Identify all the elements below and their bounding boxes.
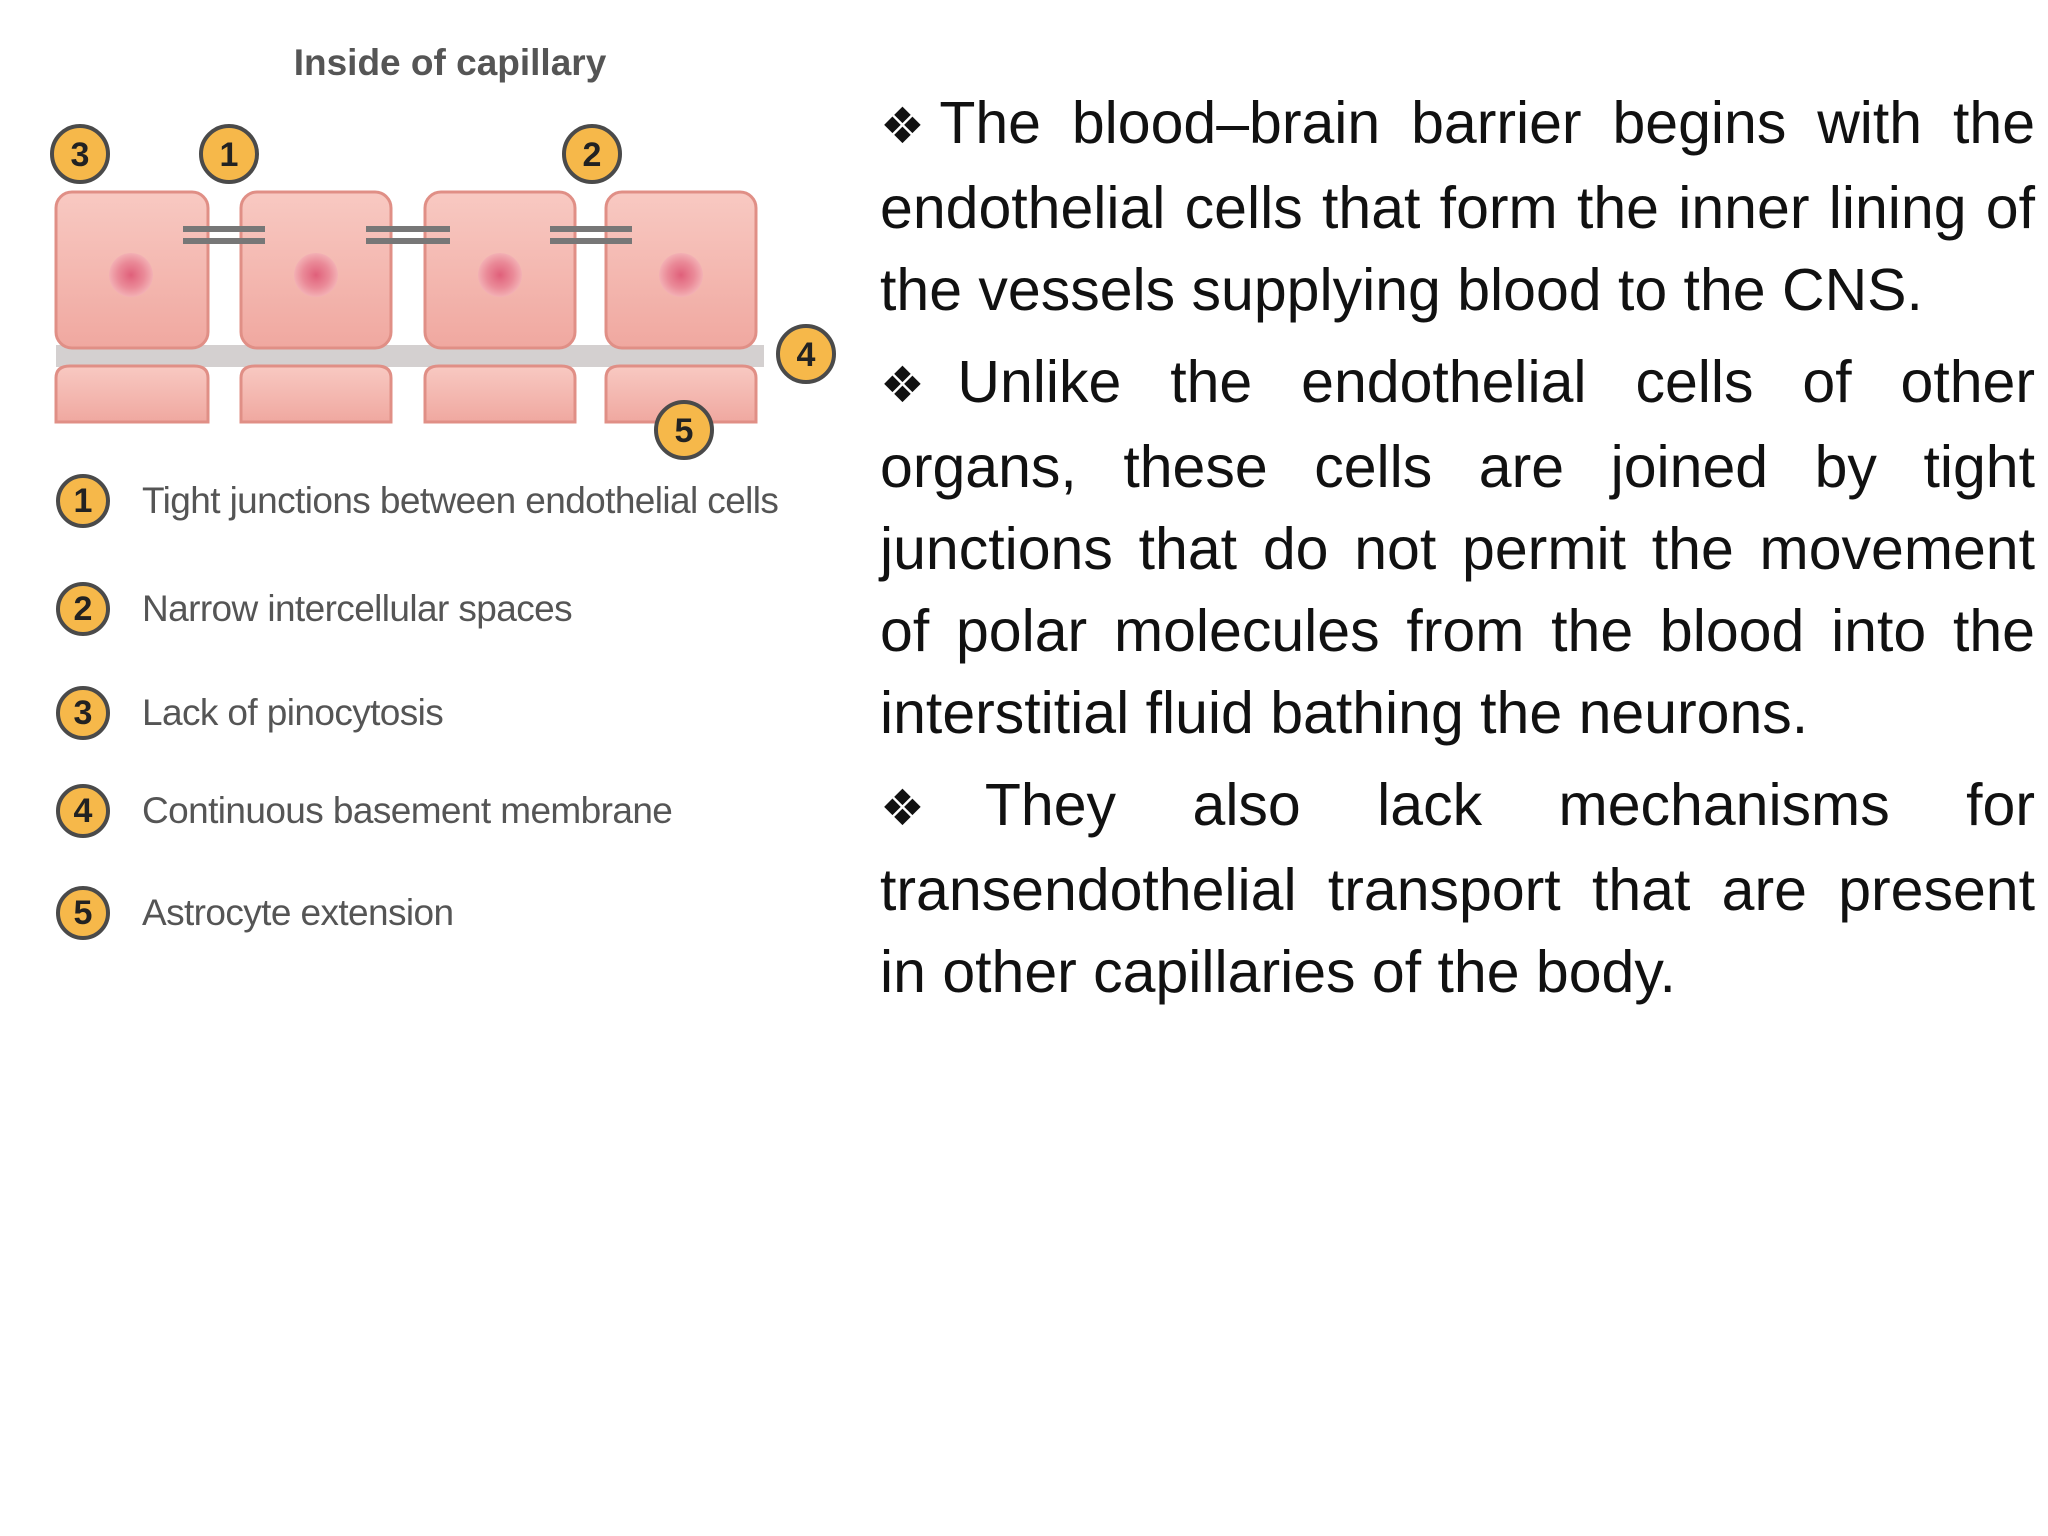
tight-junction <box>366 238 450 244</box>
diamond-bullet-icon: ❖ <box>880 97 940 155</box>
marker-5-label: 5 <box>674 412 694 450</box>
nucleus <box>478 253 522 297</box>
endothelial-cells <box>56 192 756 348</box>
tight-junction <box>183 238 265 244</box>
legend-item <box>56 784 672 838</box>
legend-label: Narrow intercellular spaces <box>142 588 573 629</box>
tight-junction <box>366 226 450 232</box>
marker-3-label: 3 <box>70 136 90 174</box>
marker-1-label: 1 <box>219 136 239 174</box>
legend-number: 3 <box>56 686 110 740</box>
bullet-paragraph <box>880 82 2035 331</box>
diamond-bullet-icon: ❖ <box>880 779 985 837</box>
bullet-paragraph <box>880 341 2035 754</box>
legend-item <box>56 474 778 528</box>
astrocyte-extension <box>241 366 391 422</box>
legend-label: Lack of pinocytosis <box>142 692 444 733</box>
marker-3 <box>52 126 108 182</box>
bullet-paragraph <box>880 764 2035 1013</box>
tight-junction <box>183 226 265 232</box>
legend-number: 4 <box>56 784 110 838</box>
legend-label: Tight junctions between endothelial cells <box>142 480 779 521</box>
legend-item <box>56 582 572 636</box>
capillary-illustration <box>0 0 850 460</box>
nucleus <box>109 253 153 297</box>
nucleus <box>659 253 703 297</box>
marker-1 <box>201 126 257 182</box>
bullet-text: Unlike the endothelial cells of other organs, these cells are joined by tight junctions that do not permit the movement of polar molecules from the blood into the interstitial fluid bathing the neurons. <box>880 349 2035 746</box>
legend-number: 5 <box>56 886 110 940</box>
bullet-text-column <box>880 82 2035 1023</box>
legend-label: Continuous basement membrane <box>142 790 673 831</box>
legend-item <box>56 686 443 740</box>
legend-item <box>56 886 453 940</box>
bullet-text: The blood–brain barrier begins with the endothelial cells that form the inner lining of the vessels supplying blood to the CNS. <box>880 90 2036 323</box>
nucleus <box>294 253 338 297</box>
legend-number: 1 <box>56 474 110 528</box>
capillary-diagram <box>0 0 850 980</box>
astrocyte-extension <box>425 366 575 422</box>
marker-4-label: 4 <box>796 336 816 374</box>
figure-title: Inside of capillary <box>293 42 607 83</box>
tight-junction <box>550 238 632 244</box>
marker-2-label: 2 <box>582 136 602 174</box>
marker-2 <box>564 126 620 182</box>
marker-5 <box>656 402 712 458</box>
legend-number: 2 <box>56 582 110 636</box>
bullet-text: They also lack mechanisms for transendothelial transport that are present in other capillaries of the body. <box>880 772 2035 1005</box>
astrocyte-extension <box>56 366 208 422</box>
tight-junction <box>550 226 632 232</box>
legend-label: Astrocyte extension <box>142 892 454 933</box>
astrocyte-extensions <box>56 366 756 422</box>
diamond-bullet-icon: ❖ <box>880 356 958 414</box>
marker-4 <box>778 326 834 382</box>
